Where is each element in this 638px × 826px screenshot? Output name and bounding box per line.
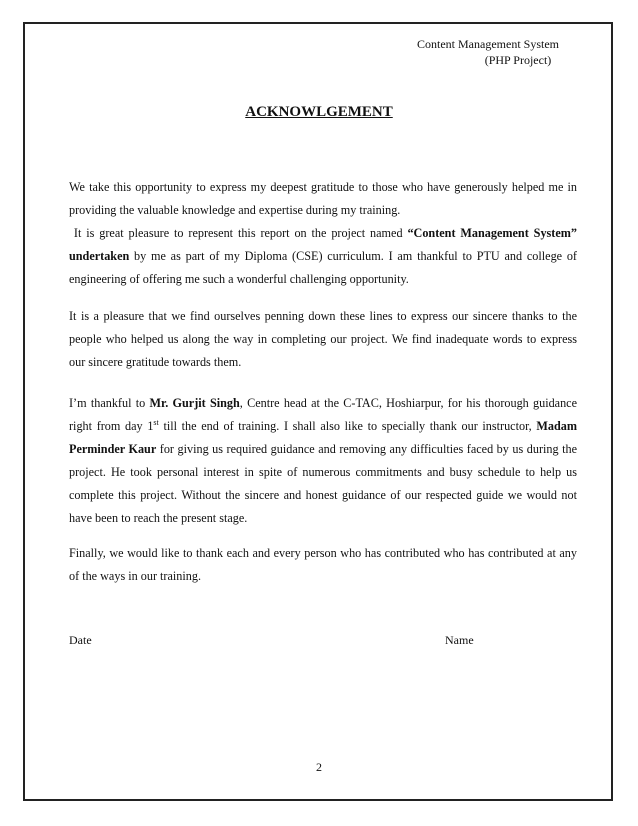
instructor-name: Madam Perminder Kaur (69, 419, 577, 456)
paragraph-1-text-b: by me as part of my Diploma (CSE) curriculum. I am thankful to PTU and college of engineering of offering me such a wonderful challenging opportunity. (69, 249, 577, 286)
paragraph-2: It is a pleasure that we find ourselves penning down these lines to express our sincere thanks to the people who helped us along the way in completing our project. We find inadequate words to express our sincere gratitude towards them. (69, 309, 577, 369)
header-project-title: Content Management System (417, 37, 559, 51)
paragraph-3-text-b: , Centre head at the C-TAC, Hoshiarpur, for his thorough guidance right from day 1 (69, 396, 577, 433)
centre-head-name: Mr. Gurjit Singh (149, 396, 240, 410)
paragraph-3-text-c: till the end of training. I shall also like to specially thank our instructor, (158, 419, 537, 433)
page-number: 2 (316, 760, 322, 774)
paragraph-1-project (69, 222, 577, 291)
paragraph-3-text-a: I’m thankful to (69, 396, 150, 410)
project-name-bold: “Content Management System” undertaken (69, 226, 577, 263)
paragraph-1 (69, 176, 577, 291)
page-title (0, 104, 638, 121)
page-header (417, 36, 559, 68)
paragraph-3 (69, 392, 577, 530)
ordinal-suffix: st (153, 417, 159, 427)
paragraph-4: Finally, we would like to thank each and every person who has contributed who has contributed at any of the ways in our training. (69, 546, 577, 583)
date-label: Date (69, 633, 92, 647)
header-project-subtitle: (PHP Project) (484, 53, 552, 67)
paragraph-1-intro: We take this opportunity to express my deepest gratitude to those who have generously helped me in providing the valuable knowledge and expertise during my training. (69, 180, 577, 217)
page-title-text: ACKNOWLGEMENT (245, 104, 393, 120)
paragraph-3-text-d: for giving us required guidance and removing any difficulties faced by us during the project. He took personal interest in spite of numerous commitments and busy schedule to help us complete this project. Without the sincere and honest guidance of our respected guide we would not have been to reach the present stage. (69, 442, 577, 525)
name-label: Name (445, 633, 474, 647)
paragraph-1-text-a: It is great pleasure to represent this report on the project named (73, 226, 408, 240)
